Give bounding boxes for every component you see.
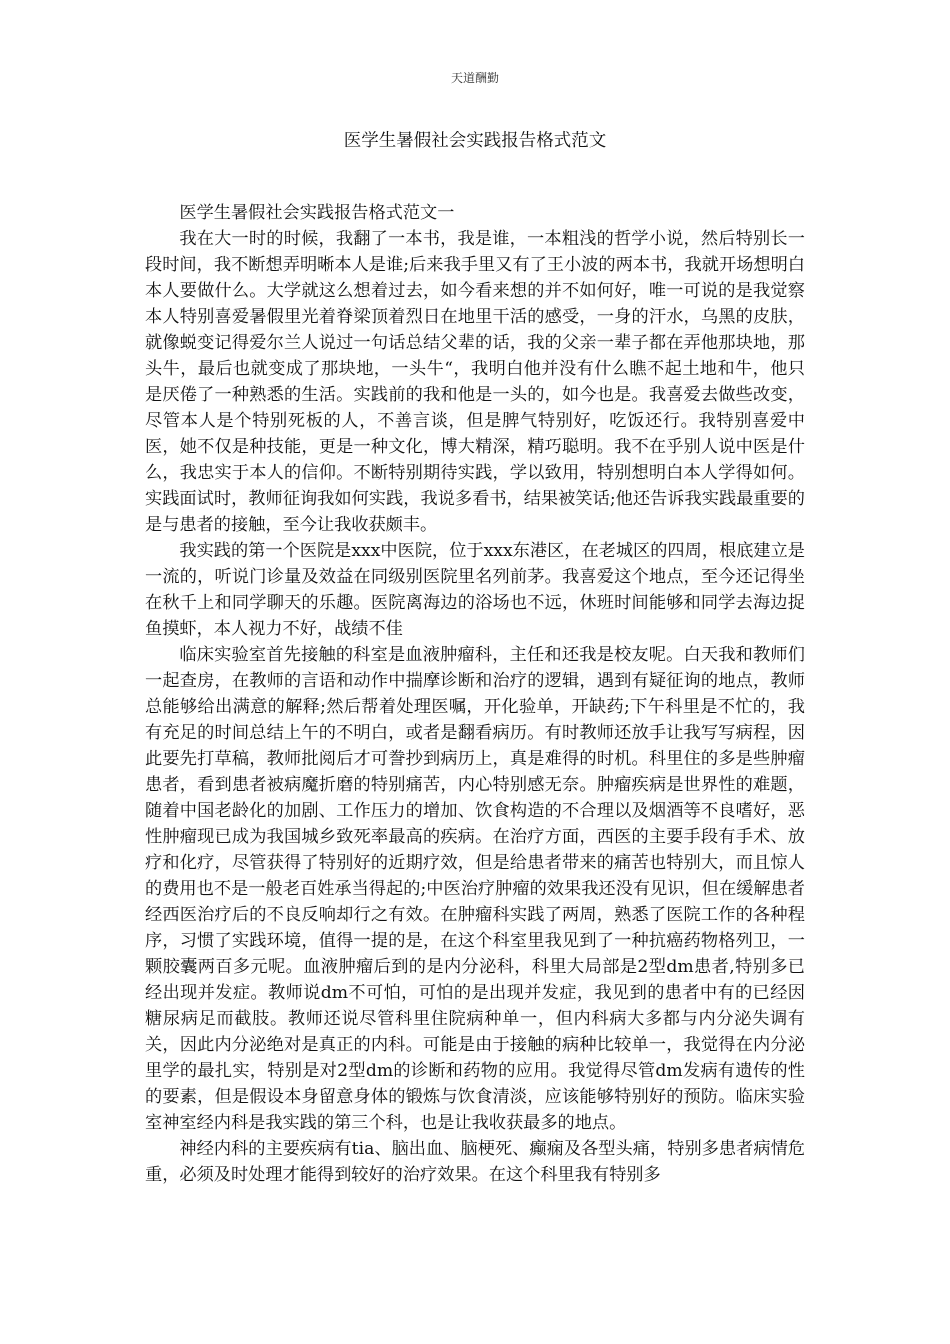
page-header: 天道酬勤 xyxy=(450,71,499,85)
document-body xyxy=(145,200,805,1188)
body-paragraph-1: 我在大一时的时候，我翻了一本书，我是谁，一本粗浅的哲学小说，然后特别长一段时间，我不断想弄明晰本人是谁;后来我手里又有了王小波的两本书，我就开场想明白本人要做什么。大学就这么想着过去，如今看来想的并不如何好，唯一可说的是我觉察本人特别喜爱暑假里光着脊梁顶着烈日在地里干活的感受，一身的汗水，乌黑的皮肤，就像蜕变记得爱尔兰人说过一句话总结父辈的话，我的父亲一辈子都在弄他那块地，那头牛，最后也就变成了那块地，一头牛“，我明白他并没有什么瞧不起土地和牛，他只是厌倦了一种熟悉的生活。实践前的我和他是一头的，如今也是。我喜爱去做些改变，尽管本人是个特别死板的人，不善言谈，但是脾气特别好，吃饭还行。我特别喜爱中医，她不仅是种技能，更是一种文化，博大精深，精巧聪明。我不在乎别人说中医是什么，我忠实于本人的信仰。不断特别期待实践，学以致用，特别想明白本人学得如何。实践面试时，教师征询我如何实践，我说多看书，结果被笑话;他还告诉我实践最重要的是与患者的接触，至今让我收获颇丰。 xyxy=(145,229,805,535)
body-paragraph-2: 我实践的第一个医院是xxx中医院，位于xxx东港区，在老城区的四周，根底建立是一流的，听说门诊量及效益在同级别医院里名列前茅。我喜爱这个地点，至今还记得坐在秋千上和同学聊天的乐趣。医院离海边的浴场也不远，休班时间能够和同学去海边捉鱼摸虾，本人视力不好，战绩不佳 xyxy=(145,541,805,639)
body-paragraph-4: 神经内科的主要疾病有tia、脑出血、脑梗死、癫痫及各型头痛，特别多患者病情危重，必须及时处理才能得到较好的治疗效果。在这个科里我有特别多 xyxy=(145,1139,805,1185)
section-heading: 医学生暑假社会实践报告格式范文一 xyxy=(179,203,455,223)
body-paragraph-3: 临床实验室首先接触的科室是血液肿瘤科，主任和还我是校友呢。白天我和教师们一起查房，在教师的言语和动作中揣摩诊断和治疗的逻辑，遇到有疑征询的地点，教师总能够给出满意的解释;然后帮着处理医嘱，开化验单，开缺药;下午科里是不忙的，我有充足的时间总结上午的不明白，或者是翻看病历。有时教师还放手让我写写病程，因此要先打草稿，教师批阅后才可誊抄到病历上，真是难得的时机。科里住的多是些肿瘤患者，看到患者被病魔折磨的特别痛苦，内心特别感无奈。肿瘤疾病是世界性的难题，随着中国老龄化的加剧、工作压力的增加、饮食构造的不合理以及烟酒等不良嗜好，恶性肿瘤现已成为我国城乡致死率最高的疾病。在治疗方面，西医的主要手段有手术、放疗和化疗，尽管获得了特别好的近期疗效，但是给患者带来的痛苦也特别大，而且惊人的费用也不是一般老百姓承当得起的;中医治疗肿瘤的效果我还没有见识，但在缓解患者经西医治疗后的不良反响却行之有效。在肿瘤科实践了两周，熟悉了医院工作的各种程序，习惯了实践环境，值得一提的是，在这个科室里我见到了一种抗癌药物格列卫，一颗胶囊两百多元呢。血液肿瘤后到的是内分泌科，科里大局部是2型dm患者,特别多已经出现并发症。教师说dm不可怕，可怕的是出现并发症，我见到的患者中有的已经因糖尿病足而截肢。教师还说尽管科里住院病种单一，但内科病大多都与内分泌失调有关，因此内分泌绝对是真正的内科。可能是由于接触的病种比较单一，我觉得在内分泌里学的最扎实，特别是对2型dm的诊断和药物的应用。我觉得尽管dm发病有遗传的性的要素，但是假设本身留意身体的锻炼与饮食清淡，应该能够特别好的预防。临床实验室神室经内科是我实践的第三个科，也是让我收获最多的地点。 xyxy=(145,645,805,1133)
document-title: 医学生暑假社会实践报告格式范文 xyxy=(343,131,607,151)
